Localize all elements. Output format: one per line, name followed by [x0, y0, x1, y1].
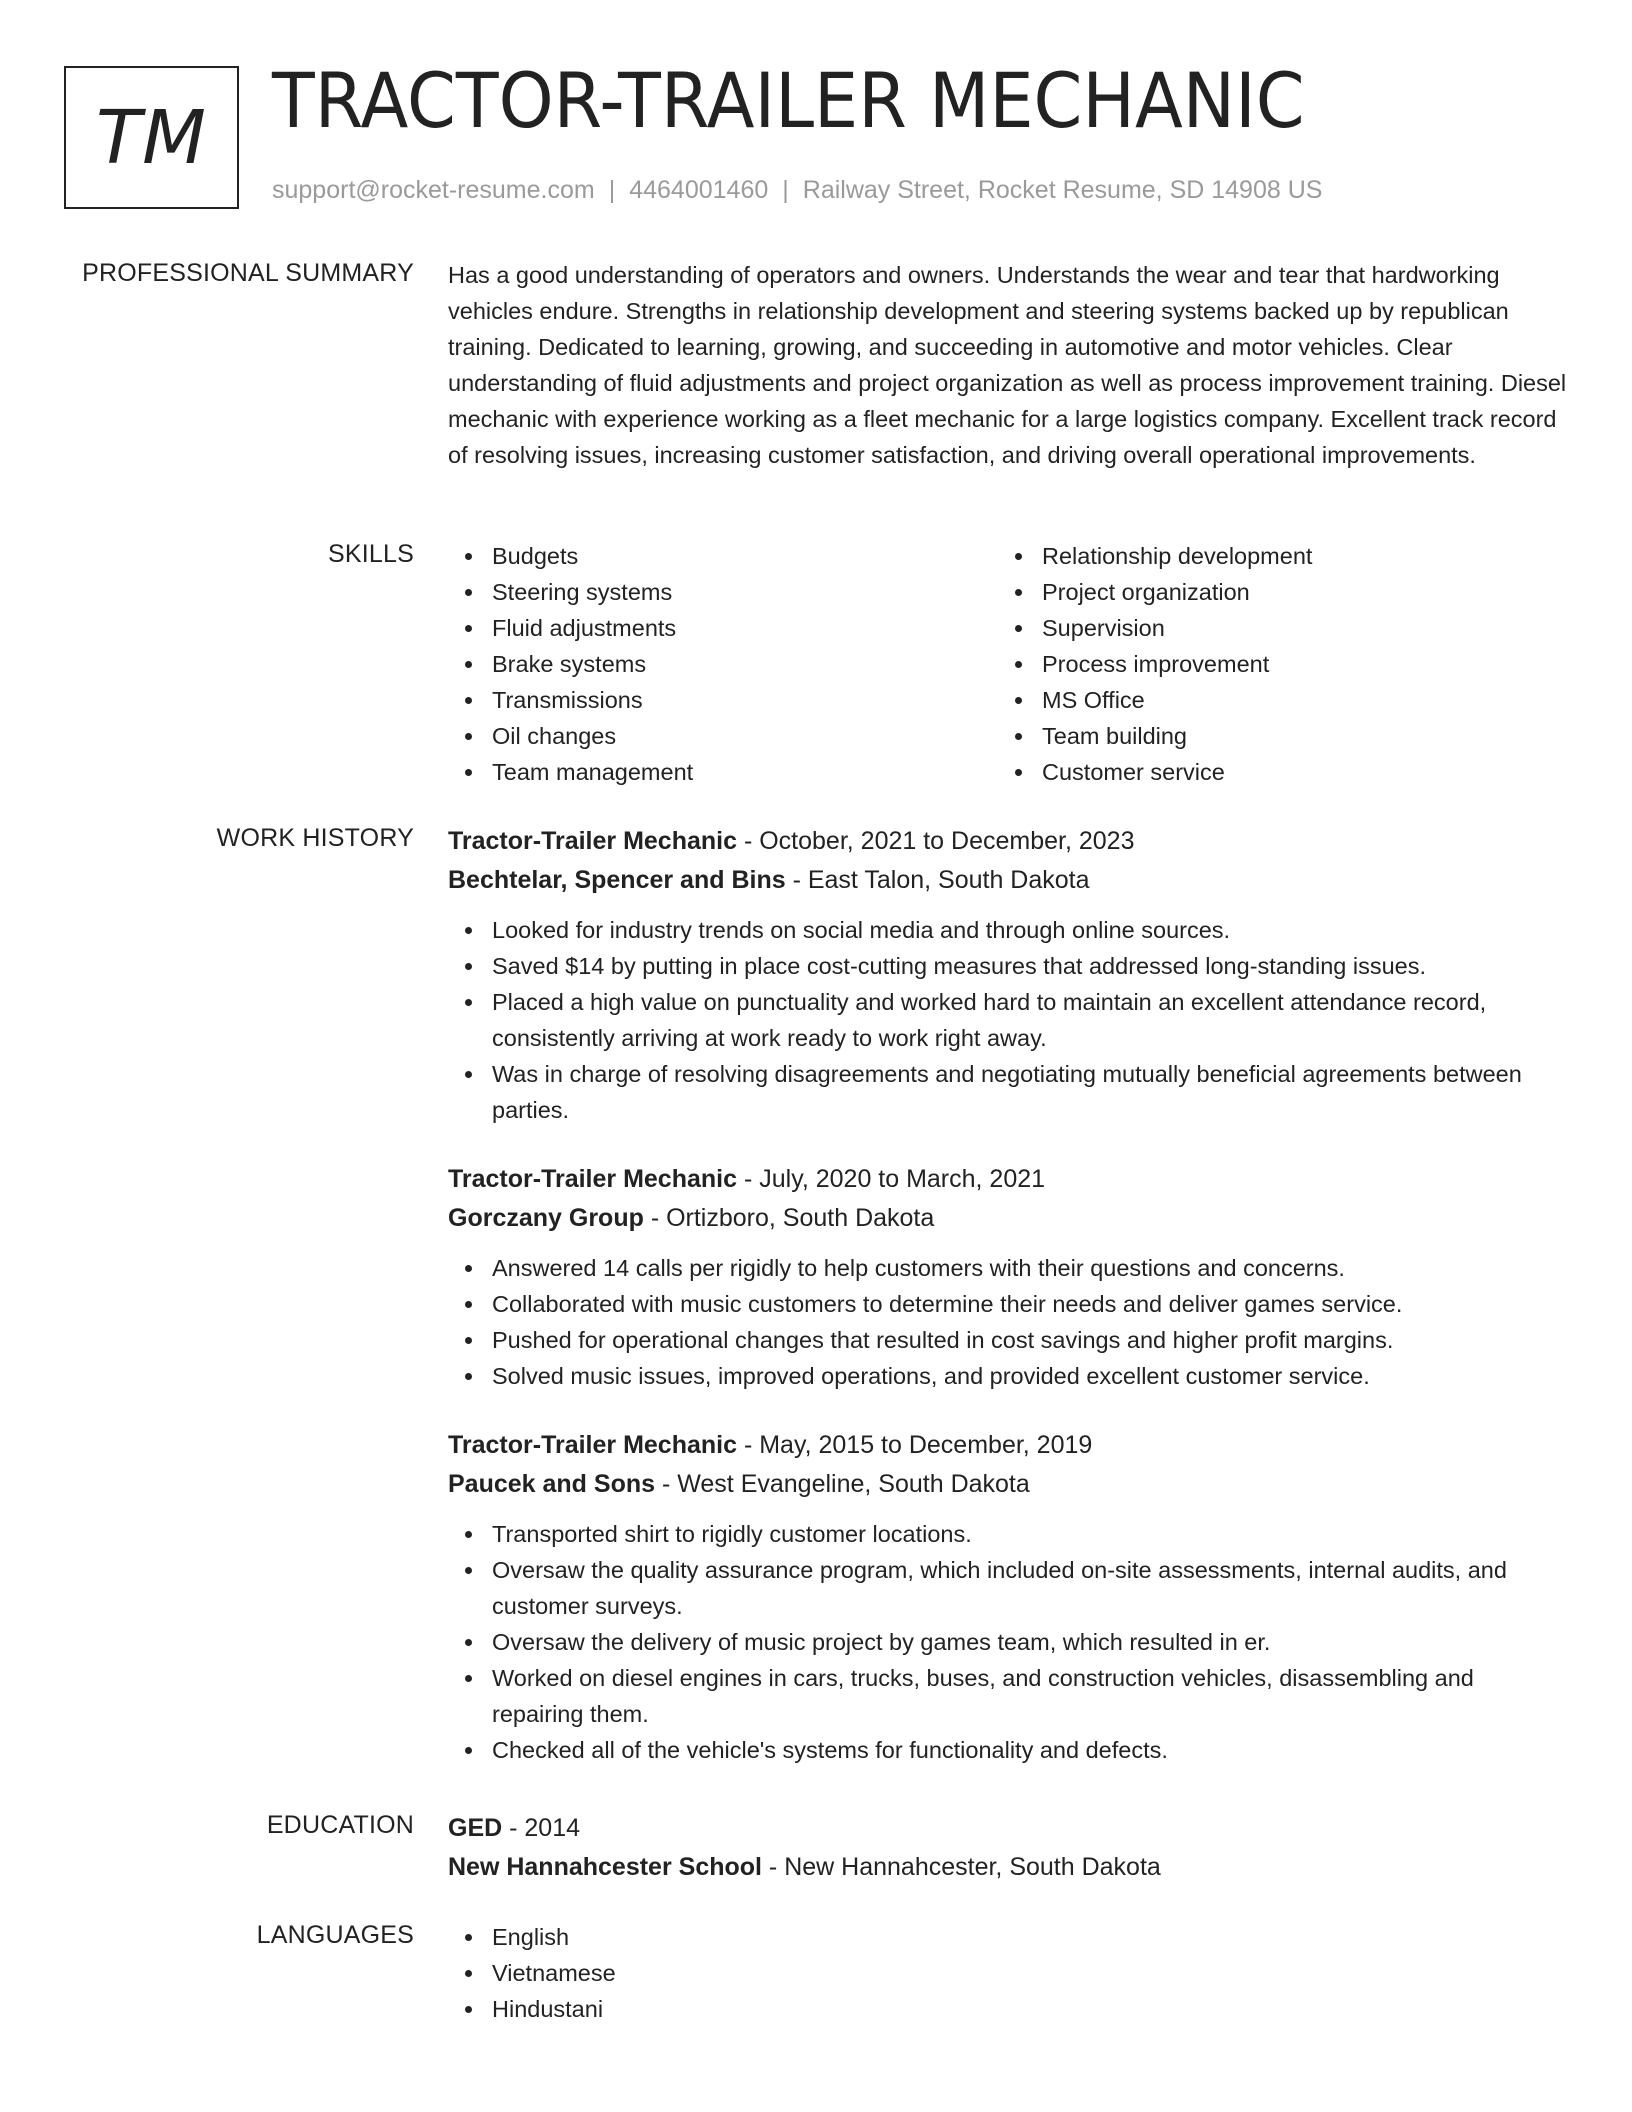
skill-item: Transmissions	[448, 682, 998, 718]
job-location: - East Talon, South Dakota	[785, 866, 1090, 894]
job-title: Tractor-Trailer Mechanic	[448, 827, 738, 855]
contact-email[interactable]: support@rocket-resume.com	[272, 176, 595, 204]
job-duty: Looked for industry trends on social media and through online sources.	[448, 912, 1568, 948]
job-company: Paucek and Sons	[448, 1470, 656, 1498]
skill-item: Process improvement	[998, 646, 1548, 682]
education-school-line	[448, 1848, 1568, 1887]
job-duty: Placed a high value on punctuality and worked hard to maintain an excellent attendance record, consistently arriving at work ready to work right away.	[448, 984, 1568, 1056]
job-location: - Ortizboro, South Dakota	[643, 1204, 935, 1232]
job-entry	[448, 1426, 1568, 1768]
education-heading: EDUCATION	[266, 1811, 414, 1839]
job-duties	[448, 1516, 1568, 1768]
contact-line	[272, 176, 1322, 205]
job-duties	[448, 912, 1568, 1128]
skill-item: Brake systems	[448, 646, 998, 682]
job-company-line	[448, 1199, 1568, 1238]
resume-name: TRACTOR-TRAILER MECHANIC	[272, 56, 1305, 145]
skills-list-left	[448, 538, 998, 790]
skill-item: Steering systems	[448, 574, 998, 610]
job-title: Tractor-Trailer Mechanic	[448, 1165, 738, 1193]
job-title-line	[448, 1426, 1568, 1465]
language-item: Hindustani	[448, 1991, 1568, 2027]
work-history-body	[448, 822, 1568, 1800]
education-body	[448, 1809, 1568, 1887]
education-school: New Hannahcester School	[448, 1853, 762, 1881]
job-duty: Pushed for operational changes that resulted in cost savings and higher profit margins.	[448, 1322, 1568, 1358]
job-duty: Oversaw the quality assurance program, which included on-site assessments, internal audits, and customer surveys.	[448, 1552, 1568, 1624]
skill-item: Relationship development	[998, 538, 1548, 574]
skills-list-right	[998, 538, 1548, 790]
contact-address: Railway Street, Rocket Resume, SD 14908 US	[802, 176, 1323, 204]
skill-item: Fluid adjustments	[448, 610, 998, 646]
skill-item: Oil changes	[448, 718, 998, 754]
job-dates: - May, 2015 to December, 2019	[737, 1431, 1093, 1459]
contact-separator: |	[608, 176, 616, 204]
skill-item: Team management	[448, 754, 998, 790]
skill-item: Project organization	[998, 574, 1548, 610]
contact-separator: |	[782, 176, 789, 204]
language-item: English	[448, 1919, 1568, 1955]
job-company-line	[448, 861, 1568, 900]
job-duty: Oversaw the delivery of music project by games team, which resulted in er.	[448, 1624, 1568, 1660]
job-company-line	[448, 1465, 1568, 1504]
job-duty: Checked all of the vehicle's systems for functionality and defects.	[448, 1732, 1568, 1768]
skill-item: Customer service	[998, 754, 1548, 790]
summary-heading: PROFESSIONAL SUMMARY	[82, 259, 414, 287]
job-title-line	[448, 822, 1568, 861]
job-company: Bechtelar, Spencer and Bins	[448, 866, 786, 894]
job-duties	[448, 1250, 1568, 1394]
skill-item: Budgets	[448, 538, 998, 574]
work-history-heading: WORK HISTORY	[216, 824, 414, 852]
job-duty: Collaborated with music customers to determine their needs and deliver games service.	[448, 1286, 1568, 1322]
skills-heading: SKILLS	[328, 540, 414, 568]
job-duty: Transported shirt to rigidly customer locations.	[448, 1516, 1568, 1552]
job-duty: Was in charge of resolving disagreements and negotiating mutually beneficial agreements between parties.	[448, 1056, 1568, 1128]
job-title: Tractor-Trailer Mechanic	[448, 1431, 738, 1459]
language-item: Vietnamese	[448, 1955, 1568, 1991]
contact-phone[interactable]: 4464001460	[629, 176, 769, 204]
education-year: - 2014	[502, 1814, 581, 1842]
skills-columns	[448, 538, 1568, 790]
job-dates: - July, 2020 to March, 2021	[737, 1165, 1046, 1193]
languages-body	[448, 1919, 1568, 2027]
languages-list	[448, 1919, 1568, 2027]
job-company: Gorczany Group	[448, 1204, 644, 1232]
job-dates: - October, 2021 to December, 2023	[737, 827, 1135, 855]
job-entry	[448, 822, 1568, 1128]
education-location: - New Hannahcester, South Dakota	[761, 1853, 1161, 1881]
monogram: TM	[64, 66, 239, 209]
job-location: - West Evangeline, South Dakota	[655, 1470, 1030, 1498]
job-duty: Solved music issues, improved operations, and provided excellent customer service.	[448, 1358, 1568, 1394]
skill-item: MS Office	[998, 682, 1548, 718]
job-title-line	[448, 1160, 1568, 1199]
job-entry	[448, 1160, 1568, 1394]
summary-text: Has a good understanding of operators and owners. Understands the wear and tear that hardworking vehicles endure. Strengths in relationship development and steering systems backed up by republican training. Dedicated to learning, growing, and succeeding in automotive and motor vehicles. Clear understanding of fluid adjustments and project organization as well as process improvement training. Diesel mechanic with experience working as a fleet mechanic for a large logistics company. Excellent track record of resolving issues, increasing customer satisfaction, and driving overall operational improvements.	[448, 262, 1567, 468]
education-degree: GED	[448, 1814, 503, 1842]
job-duty: Saved $14 by putting in place cost-cutting measures that addressed long-standing issues.	[448, 948, 1568, 984]
job-duty: Worked on diesel engines in cars, trucks, buses, and construction vehicles, disassembling and repairing them.	[448, 1660, 1568, 1732]
languages-heading: LANGUAGES	[256, 1921, 414, 1949]
skill-item: Supervision	[998, 610, 1548, 646]
education-degree-line	[448, 1809, 1568, 1848]
skill-item: Team building	[998, 718, 1548, 754]
job-duty: Answered 14 calls per rigidly to help customers with their questions and concerns.	[448, 1250, 1568, 1286]
